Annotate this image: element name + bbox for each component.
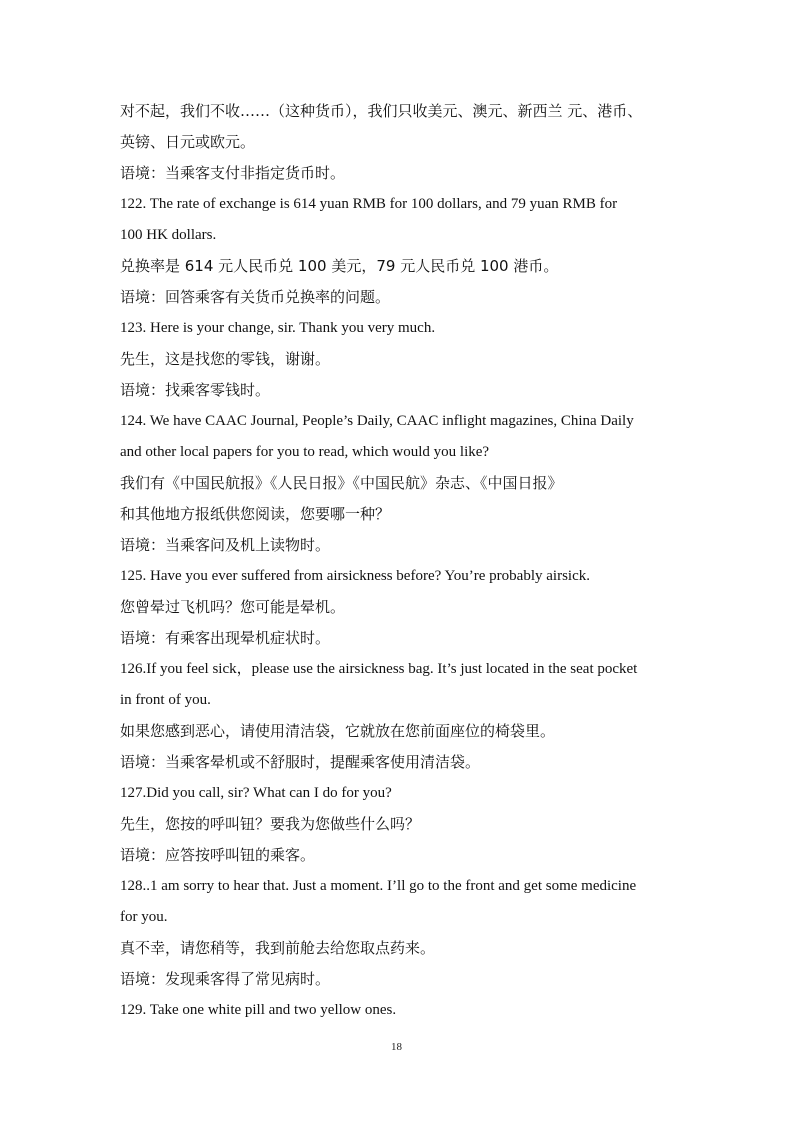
english-line: and other local papers for you to read, which would you like?	[120, 444, 490, 460]
english-line: 123. Here is your change, sir. Thank you very much.	[120, 320, 436, 336]
text-line: 英镑、日元或欧元。	[120, 133, 256, 151]
text-line: 对不起，我们不收……（这种货币），我们只收美元、澳元、新西兰 元、港币、	[120, 102, 643, 120]
english-line: 128..1 am sorry to hear that. Just a moment. I’ll go to the front and get some medicine	[120, 878, 637, 894]
context-line: 语境：当乘客问及机上读物时。	[120, 536, 331, 554]
context-line: 语境：找乘客零钱时。	[120, 381, 271, 399]
body-text	[120, 96, 680, 1026]
english-line: 129. Take one white pill and two yellow ones.	[120, 1002, 397, 1018]
chinese-line: 真不幸，请您稍等，我到前舱去给您取点药来。	[120, 939, 436, 957]
context-line: 语境：当乘客支付非指定货币时。	[120, 164, 346, 182]
english-line: for you.	[120, 909, 168, 925]
context-line: 语境：当乘客晕机或不舒服时，提醒乘客使用清洁袋。	[120, 753, 481, 771]
english-line: 125. Have you ever suffered from airsickness before? You’re probably airsick.	[120, 568, 590, 584]
chinese-line: 先生，您按的呼叫钮？要我为您做些什么吗？	[120, 815, 421, 833]
context-line: 语境：回答乘客有关货币兑换率的问题。	[120, 288, 391, 306]
context-line: 语境：有乘客出现晕机症状时。	[120, 629, 331, 647]
english-line: 122. The rate of exchange is 614 yuan RMB for 100 dollars, and 79 yuan RMB for	[120, 196, 618, 212]
english-line: 127.Did you call, sir? What can I do for you?	[120, 785, 392, 801]
chinese-line: 我们有《中国民航报》《人民日报》《中国民航》杂志、《中国日报》	[120, 474, 563, 492]
chinese-line: 和其他地方报纸供您阅读，您要哪一种？	[120, 505, 391, 523]
context-line: 语境：发现乘客得了常见病时。	[120, 970, 331, 988]
english-line: in front of you.	[120, 692, 211, 708]
context-line: 语境：应答按呼叫钮的乘客。	[120, 846, 316, 864]
chinese-line: 先生，这是找您的零钱，谢谢。	[120, 350, 331, 368]
chinese-line: 您曾晕过飞机吗？您可能是晕机。	[120, 598, 346, 616]
page-number: 18	[391, 1041, 402, 1053]
english-line: 126.If you feel sick，please use the airsickness bag. It’s just located in the seat pocket	[120, 661, 638, 677]
english-line: 100 HK dollars.	[120, 227, 217, 243]
english-line: 124. We have CAAC Journal, People’s Daily, CAAC inflight magazines, China Daily	[120, 413, 634, 429]
chinese-line: 兑换率是 614 元人民币兑 100 美元，79 元人民币兑 100 港币。	[120, 257, 559, 275]
chinese-line: 如果您感到恶心，请使用清洁袋，它就放在您前面座位的椅袋里。	[120, 722, 556, 740]
